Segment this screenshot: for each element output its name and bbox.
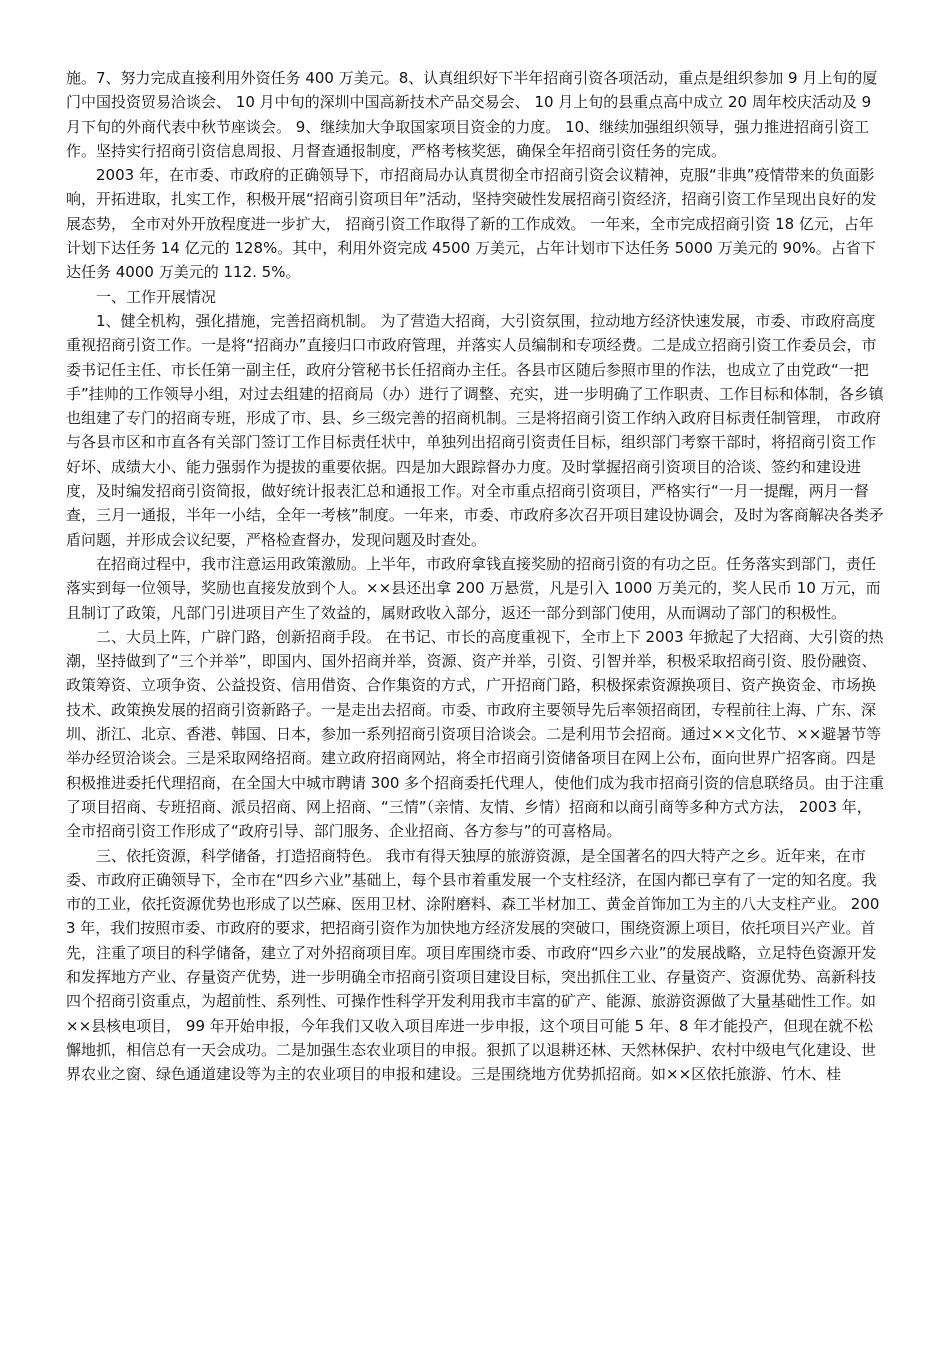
paragraph-investment-channels: 二、大员上阵，广辟门路，创新招商手段。 在书记、市长的高度重视下，全市上下 2003 年掀起了大招商、大引资的热潮，坚持做到了“三个并举”，即国内、国外招商并举，资源、资产并举，引资、引智并举，积极采取招商引资、股份融资、政策筹资、立项争资、公益投资、信用借资、合作集资的方式，广开招商门路，积极探索资源换项目、资产换资金、市场换技术、政策换发展的招商引资新路子。一是走出去招商。市委、市政府主要领导先后率领招商团，专程前往上海、广东、深圳、浙江、北京、香港、韩国、日本，参加一系列招商引资项目洽谈会。二是利用节会招商。通过××文化节、××避暑节等举办经贸洽谈会。三是采取网络招商。建立政府招商网站，将全市招商引资储备项目在网上公布，面向世界广招客商。四是积极推进委托代理招商，在全国大中城市聘请 300 多个招商委托代理人，使他们成为我市招商引资的信息联络员。由于注重了项目招商、专班招商、派员招商、网上招商、“三情”（亲情、友情、乡情）招商和以商引商等多种方式方法， 2003 年，全市招商引资工作形成了“政府引导、部门服务、企业招商、各方参与”的可喜格局。 [66,627,885,841]
section-heading-work-status: 一、工作开展情况 [96,287,217,306]
document-body [66,66,886,1086]
paragraph-resources: 三、依托资源，科学储备，打造招商特色。 我市有得天独厚的旅游资源，是全国著名的四大特产之乡。近年来，在市委、市政府正确领导下，全市在“四乡六业”基础上，每个县市着重发展一个支柱经济，在国内都已享有了一定的知名度。我市的工业，依托资源优势也形成了以苎麻、医用卫材、涂附磨料、森工半材加工、黄金首饰加工为主的八大支柱产业。 2003 年，我们按照市委、市政府的要求，把招商引资作为加快地方经济发展的突破口，围绕资源上项目，依托项目兴产业。首先，注重了项目的科学储备，建立了对外招商项目库。项目库围绕市委、市政府“四乡六业”的发展战略，立足特色资源开发和发挥地方产业、存量资产优势，进一步明确全市招商引资项目建设目标，突出抓住工业、存量资产、资源优势、高新科技四个招商引资重点，为超前性、系列性、可操作性科学开发利用我市丰富的矿产、能源、旅游资源做了大量基础性工作。如××县核电项目， 99 年开始申报，今年我们又收入项目库进一步申报，这个项目可能 5 年、8 年才能投产，但现在就不松懈地抓，相信总有一天会成功。二是加强生态农业项目的申报。狠抓了以退耕还林、天然林保护、农村中级电气化建设、世界农业之窗、绿色通道建设等为主的农业项目的申报和建设。三是围绕地方优势抓招商。如××区依托旅游、竹木、桂 [66,846,880,1084]
paragraph-2003-summary: 2003 年，在市委、市政府的正确领导下，市招商局办认真贯彻全市招商引资会议精神，克服“非典”疫情带来的负面影响，开拓进取，扎实工作，积极开展“招商引资项目年”活动，坚持突破性发展招商引资经济，招商引资工作呈现出良好的发展态势， 全市对外开放程度进一步扩大， 招商引资工作取得了新的工作成效。 一年来，全市完成招商引资 18 亿元，占年计划下达任务 14 亿元的 128%。其中，利用外资完成 4500 万美元，占年计划市下达任务 5000 万美元的 90%。占省下达任务 4000 万美元的 112. 5%。 [66,166,877,282]
paragraph-continuation: 施。7、努力完成直接利用外资任务 400 万美元。8、认真组织好下半年招商引资各项活动，重点是组织参加 9 月上旬的厦门中国投资贸易洽谈会、 10 月中旬的深圳中国高新技术产品交易会、 10 月上旬的县重点高中成立 20 周年校庆活动及 9 月下旬的外商代表中秋节座谈会。 9、继续加大争取国家项目资金的力度。 10、继续加强组织领导，强力推进招商引资工作。坚持实行招商引资信息周报、月督查通报制度，严格考核奖惩，确保全年招商引资任务的完成。 [66,69,878,160]
paragraph-policy-incentive: 在招商过程中，我市注意运用政策激励。上半年，市政府拿钱直接奖励的招商引资的有功之臣。任务落实到部门，责任落实到每一位领导，奖励也直接发放到个人。××县还出拿 200 万悬赏，凡是引入 1000 万美元的，奖人民币 10 万元，而且制订了政策，凡部门引进项目产生了效益的，属财政收入部分，返还一部分到部门使用，从而调动了部门的积极性。 [66,554,881,622]
paragraph-mechanism: 1、健全机构，强化措施，完善招商机制。 为了营造大招商，大引资氛围，拉动地方经济快速发展，市委、市政府高度重视招商引资工作。一是将“招商办”直接归口市政府管理，并落实人员编制和专项经费。二是成立招商引资工作委员会，市委书记任主任、市长任第一副主任，政府分管秘书长任招商办主任。各县市区随后参照市里的作法，也成立了由党政“一把手”挂帅的工作领导小组，对过去组建的招商局（办）进行了调整、充实，进一步明确了工作职责、工作目标和体制，各乡镇也组建了专门的招商专班，形成了市、县、乡三级完善的招商机制。三是将招商引资工作纳入政府目标责任制管理， 市政府与各县市区和市直各有关部门签订工作目标责任状中，单独列出招商引资责任目标，组织部门考察干部时，将招商引资工作好坏、成绩大小、能力强弱作为提拔的重要依据。四是加大跟踪督办力度。及时掌握招商引资项目的洽谈、签约和建设进度，及时编发招商引资简报，做好统计报表汇总和通报工作。对全市重点招商引资项目，严格实行“一月一提醒，两月一督查，三月一通报，半年一小结，全年一考核”制度。一年来，市委、市政府多次召开项目建设协调会，及时为客商解决各类矛盾问题，并形成会议纪要，严格检查督办，发现问题及时查处。 [66,311,884,549]
